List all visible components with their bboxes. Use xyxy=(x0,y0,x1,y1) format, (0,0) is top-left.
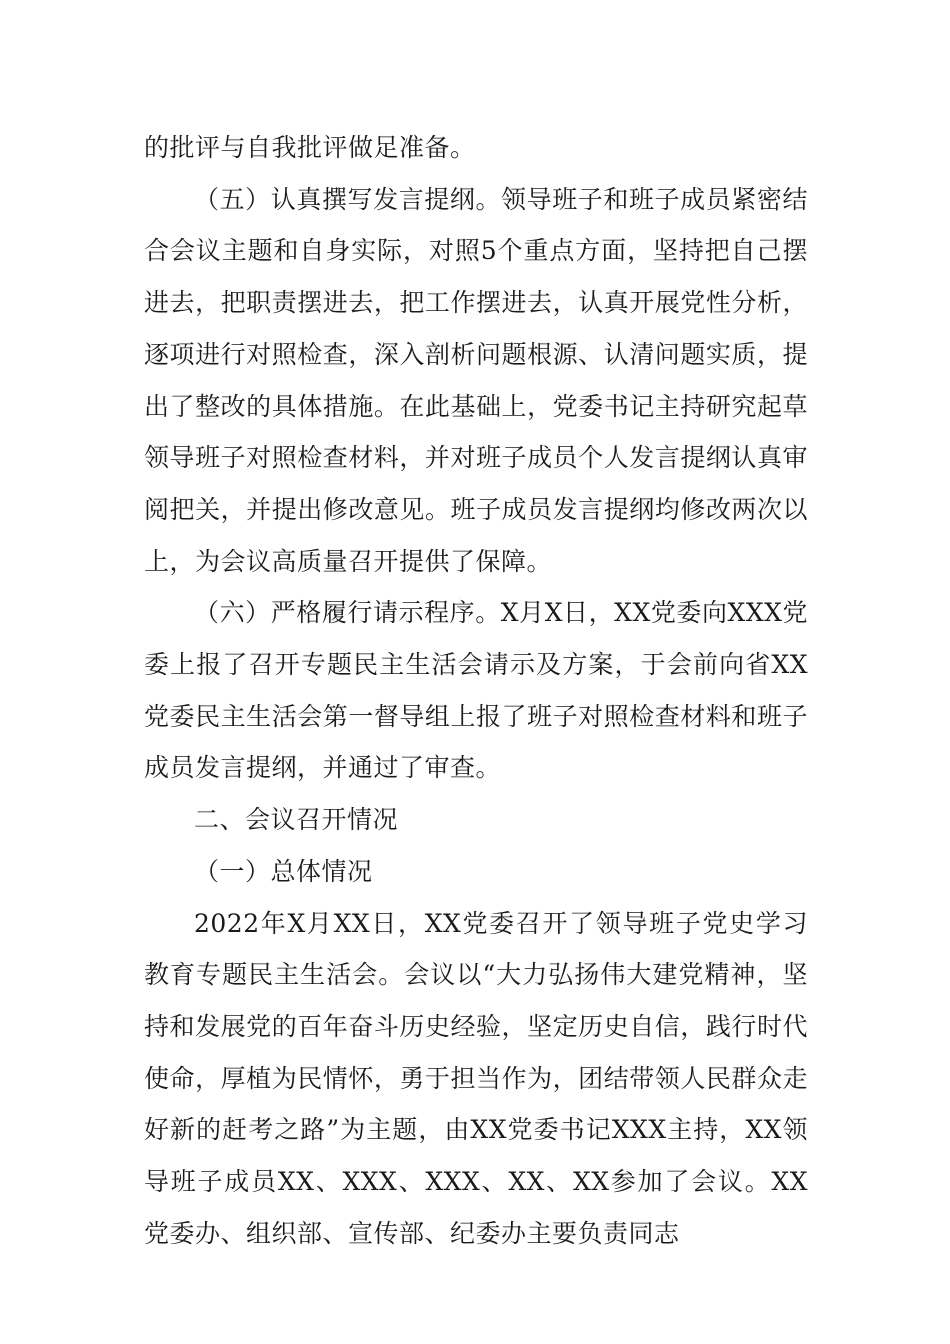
section-heading-meeting: 二、会议召开情况 xyxy=(194,805,399,835)
paragraph-continuation: 的批评与自我批评做足准备。 xyxy=(144,133,476,162)
paragraph-overview: 2022年X月XX日，XX党委召开了领导班子党史学习教育专题民主生活会。会议以“大力弘扬伟大建党精神，坚持和发展党的百年奋斗历史经验，坚定历史自信，践行时代使命，厚植为民情怀，勇于担当作为，团结带领人民群众走好新的赶考之路”为主题，由XX党委书记XXX主持，XX领导班子成员XX、XXX、XXX、XX、XX参加了会议。XX党委办、组织部、宣传部、纪委办主要负责同志 xyxy=(144,908,808,1248)
document-body xyxy=(144,122,808,1259)
paragraph-item-five: （五）认真撰写发言提纲。领导班子和班子成员紧密结合会议主题和自身实际，对照5个重点方面，坚持把自己摆进去，把职责摆进去，把工作摆进去，认真开展党性分析，逐项进行对照检查，深入剖析问题根源、认清问题实质，提出了整改的具体措施。在此基础上，党委书记主持研究起草领导班子对照检查材料，并对班子成员个人发言提纲认真审阅把关，并提出修改意见。班子成员发言提纲均修改两次以上，为会议高质量召开提供了保障。 xyxy=(144,184,808,576)
subsection-heading-overview: （一）总体情况 xyxy=(194,856,373,886)
paragraph-item-six: （六）严格履行请示程序。X月X日，XX党委向XXX党委上报了召开专题民主生活会请示及方案，于会前向省XX党委民主生活会第一督导组上报了班子对照检查材料和班子成员发言提纲，并通过了审查。 xyxy=(144,598,808,783)
